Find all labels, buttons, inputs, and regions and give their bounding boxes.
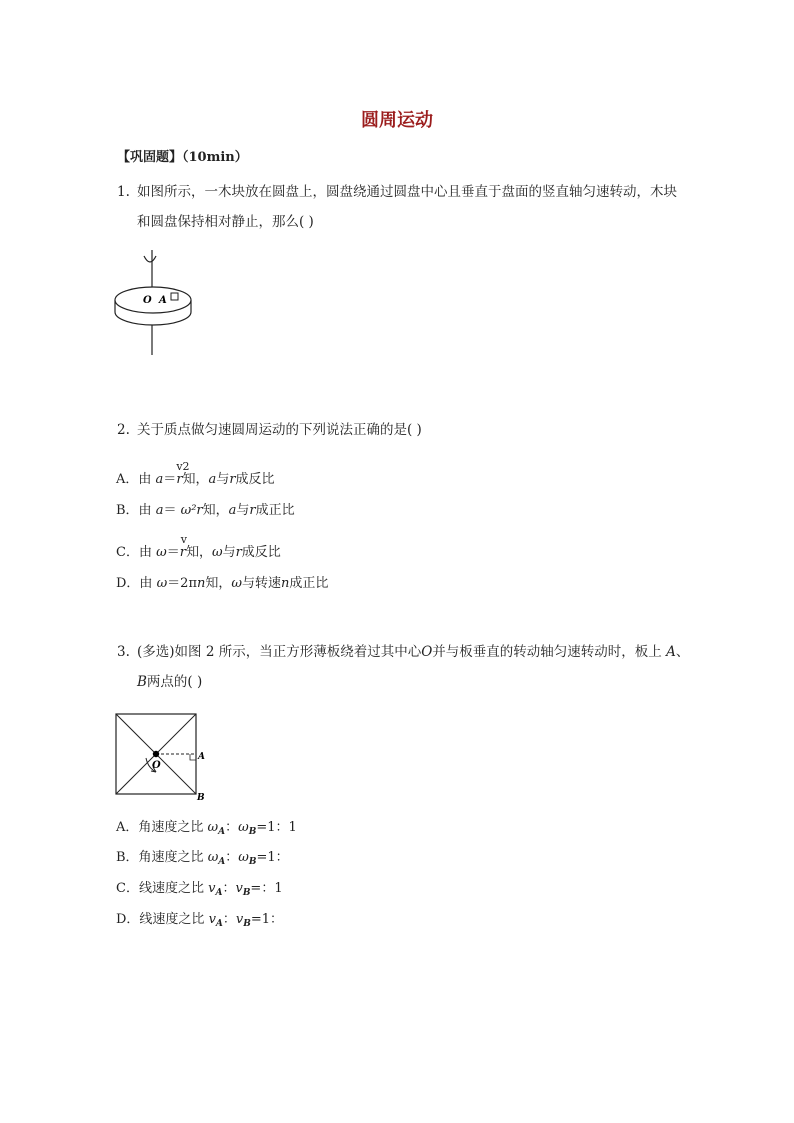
q3-number: 3. bbox=[117, 644, 130, 660]
q3-line1-b: 并与板垂直的转动轴匀速转动时，板上 bbox=[432, 644, 662, 660]
q2b-end: 成正比 bbox=[255, 503, 295, 518]
section-heading: 【巩固题】（10min） bbox=[117, 150, 248, 165]
q3a-colon: ： bbox=[225, 820, 239, 835]
page-title: 圆周运动 bbox=[361, 110, 433, 131]
q3c-prefix: C．线速度之比 bbox=[116, 881, 209, 896]
q2b-r: r bbox=[196, 503, 203, 518]
q1-line1: 如图所示，一木块放在圆盘上，圆盘绕通过圆盘中心且垂直于盘面的竖直轴匀速转动，木块 bbox=[137, 184, 677, 200]
q3d-s1: A bbox=[215, 919, 223, 929]
q3d-s2: B bbox=[243, 919, 251, 929]
q2c-tail: 知， bbox=[185, 545, 212, 560]
q2-option-b[interactable] bbox=[116, 499, 295, 518]
q2a-denominator: r bbox=[176, 472, 183, 487]
q2b-v1: a bbox=[228, 503, 237, 518]
q2a-mid: 与 bbox=[216, 472, 230, 487]
q2a-eq: ＝ bbox=[163, 472, 177, 487]
q2-text: 关于质点做匀速圆周运动的下列说法正确的是( ) bbox=[137, 422, 422, 438]
q2c-omega: ω bbox=[156, 545, 167, 560]
q3a-s2: B bbox=[248, 827, 257, 837]
q2c-v2: r bbox=[235, 545, 242, 560]
label-A: A bbox=[159, 295, 167, 306]
q2d-mid: 与转速 bbox=[242, 576, 282, 591]
q3-option-a[interactable] bbox=[116, 816, 297, 837]
center-dot bbox=[153, 751, 159, 757]
q3-line1-a: (多选)如图 2 所示，当正方形薄板绕着过其中心 bbox=[137, 644, 422, 660]
q3b-rest: =1： bbox=[256, 850, 289, 865]
q2c-v1: ω bbox=[211, 545, 223, 560]
q3c-w1: v bbox=[208, 881, 216, 896]
q2a-var: a bbox=[155, 472, 164, 487]
q2b-v2: r bbox=[249, 503, 256, 518]
q2a-end: 成反比 bbox=[235, 472, 275, 487]
q2c-denominator: r bbox=[179, 545, 186, 560]
q3b-w2: ω bbox=[238, 850, 249, 865]
q2-option-a[interactable] bbox=[116, 460, 275, 487]
q2a-tail: 知， bbox=[182, 472, 209, 487]
q3a-w1: ω bbox=[207, 820, 219, 835]
q1-line2: 和圆盘保持相对静止，那么( ) bbox=[137, 214, 314, 230]
q2b-prefix: B．由 bbox=[116, 503, 156, 518]
wood-block bbox=[171, 293, 178, 300]
q3b-w1: ω bbox=[207, 850, 219, 865]
q2d-n: n bbox=[197, 576, 206, 591]
q2a-v2: r bbox=[229, 472, 236, 487]
q1-number: 1. bbox=[117, 184, 130, 200]
q3d-w2: v bbox=[235, 912, 244, 927]
q3c-s2: B bbox=[242, 888, 251, 898]
q3b-s1: A bbox=[218, 857, 226, 867]
q2c-eq: ＝ bbox=[166, 545, 180, 560]
q2b-eq: ＝ bbox=[163, 503, 181, 518]
q3c-s1: A bbox=[215, 888, 223, 898]
q3-line1-end: 、 bbox=[675, 644, 690, 660]
q3d-rest: =1： bbox=[250, 912, 284, 927]
label-A: A bbox=[198, 752, 205, 762]
q2b-var: a bbox=[155, 503, 164, 518]
q2c-prefix: C．由 bbox=[116, 545, 157, 560]
q3a-w2: ω bbox=[238, 820, 249, 835]
q3d-colon: ： bbox=[222, 912, 236, 927]
q2b-tail: 知， bbox=[202, 503, 229, 518]
q2b-mid: 与 bbox=[236, 503, 250, 518]
q3-option-d[interactable] bbox=[116, 908, 283, 929]
q3a-rest: =1：1 bbox=[256, 820, 297, 835]
q2c-end: 成反比 bbox=[241, 545, 281, 560]
q3c-rest: =：1 bbox=[250, 881, 283, 896]
q3-option-b[interactable] bbox=[116, 846, 289, 867]
q1-figure-disk bbox=[108, 250, 198, 360]
q3-line2-B: B bbox=[137, 674, 147, 690]
disk-top bbox=[115, 287, 191, 313]
q2d-pi: π bbox=[188, 576, 197, 591]
q2d-eq: ＝2 bbox=[167, 576, 189, 591]
q3d-prefix: D．线速度之比 bbox=[116, 912, 209, 927]
label-O: O bbox=[152, 760, 161, 771]
label-O: O bbox=[143, 295, 152, 306]
q3b-colon: ： bbox=[225, 850, 239, 865]
q3-figure-square bbox=[112, 710, 212, 802]
q3-line2 bbox=[137, 672, 202, 692]
right-angle-mark bbox=[190, 754, 196, 760]
q2-option-d[interactable] bbox=[116, 572, 328, 591]
q3a-prefix: A．角速度之比 bbox=[116, 820, 208, 835]
q2a-numerator: v2 bbox=[176, 460, 190, 473]
q3a-s1: A bbox=[218, 827, 226, 837]
q3d-w1: v bbox=[208, 912, 216, 927]
q2d-end: 成正比 bbox=[289, 576, 329, 591]
q2b-omega: ω² bbox=[180, 503, 197, 518]
q2a-prefix: A．由 bbox=[116, 472, 156, 487]
q3b-prefix: B．角速度之比 bbox=[116, 850, 208, 865]
q3-line1-A: A bbox=[666, 644, 676, 660]
q3-line1 bbox=[137, 642, 689, 662]
q2d-prefix: D．由 bbox=[116, 576, 157, 591]
q3c-colon: ： bbox=[222, 881, 236, 896]
q2d-omega: ω bbox=[156, 576, 168, 591]
q3-option-c[interactable] bbox=[116, 877, 283, 898]
q2d-tail: 知， bbox=[205, 576, 232, 591]
q3c-w2: v bbox=[235, 881, 243, 896]
q3-line2-rest: 两点的( ) bbox=[146, 674, 203, 690]
q2d-v2: n bbox=[281, 576, 290, 591]
q2a-v1: a bbox=[208, 472, 217, 487]
label-B: B bbox=[197, 793, 205, 802]
q2c-numerator: v bbox=[180, 533, 187, 546]
q3-line1-O: O bbox=[421, 644, 433, 660]
q2-number: 2. bbox=[117, 422, 130, 438]
rotation-arrow-icon bbox=[144, 256, 156, 262]
q2c-mid: 与 bbox=[222, 545, 236, 560]
q3b-s2: B bbox=[248, 857, 257, 867]
q2-option-c[interactable] bbox=[116, 533, 281, 560]
q2d-v1: ω bbox=[231, 576, 242, 591]
